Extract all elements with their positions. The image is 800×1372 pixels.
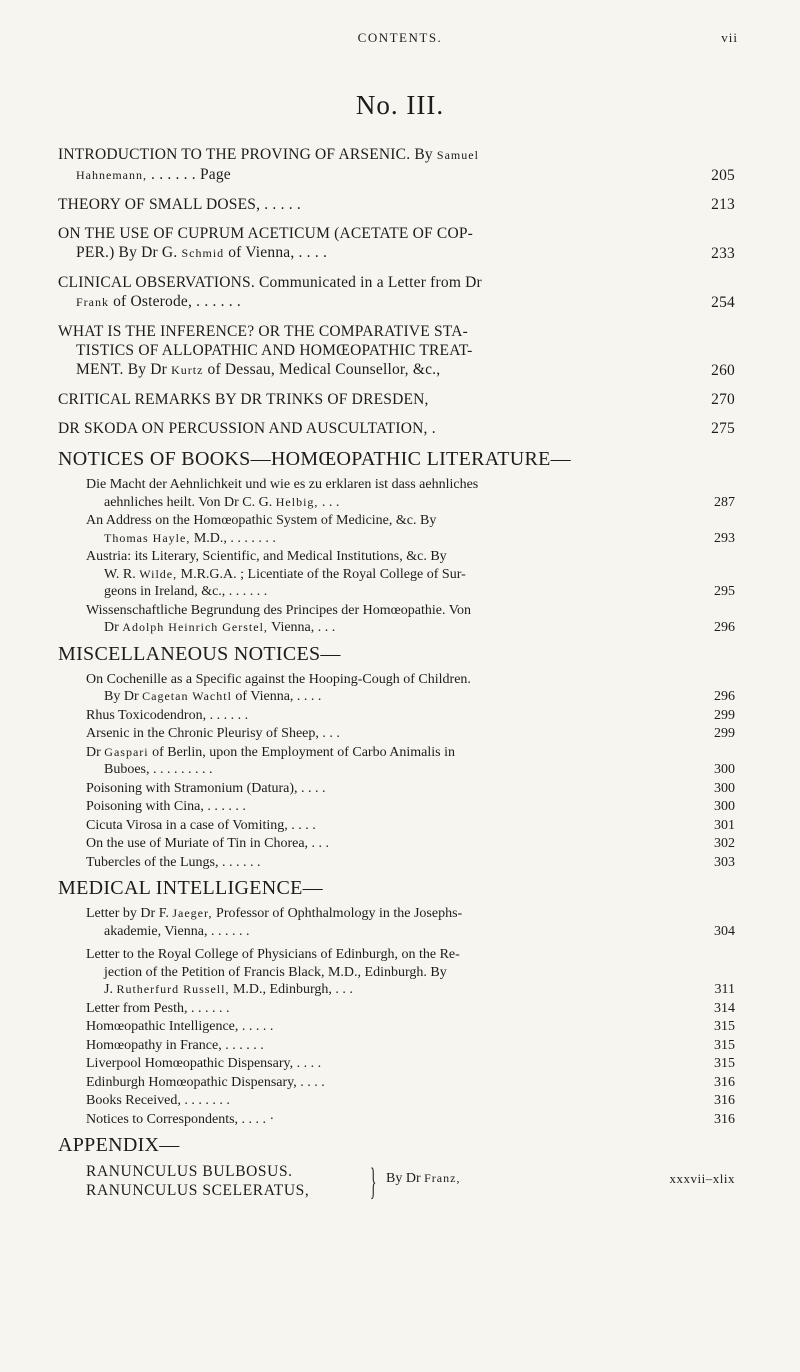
toc-page: 254 (711, 294, 735, 311)
toc-page: 315 (714, 1037, 735, 1053)
toc-subentry: On the use of Muriate of Tin in Chorea, . . . 302 (86, 836, 735, 851)
toc-page: 302 (714, 836, 735, 851)
toc-page: 315 (714, 1019, 735, 1034)
appendix-entry (58, 1162, 758, 1206)
toc-entry-trinks: CRITICAL REMARKS BY DR TRINKS OF DRESDEN, 270 (58, 391, 735, 408)
toc-page: 275 (711, 420, 735, 437)
toc-subentry: Wissenschaftliche Begrundung des Principes der Homœopathie. Von Dr Adolph Heinrich Gerstel, Vienna, . . . 296 (86, 602, 735, 635)
toc-subentry: Austria: its Literary, Scientific, and Medical Institutions, &c. By W. R. Wilde, M.R.G.A. ; Licentiate of the Royal College of Sur- geons in Ireland, &c., . . . . . . 295 (86, 549, 735, 599)
toc-page: 300 (714, 780, 735, 796)
section-heading-medical-intelligence: MEDICAL INTELLIGENCE— (58, 877, 323, 899)
toc-page: 260 (711, 362, 735, 379)
toc-page: 296 (714, 620, 735, 635)
toc-page: 233 (711, 245, 735, 262)
toc-subentry: Arsenic in the Chronic Pleurisy of Sheep, . . . 299 (86, 726, 735, 741)
section-heading-appendix: APPENDIX— (58, 1134, 180, 1156)
toc-subentry: Homœopathy in France, . . . . . . 315 (86, 1037, 735, 1053)
toc-page: 316 (714, 1111, 735, 1127)
toc-page: 293 (714, 530, 735, 546)
toc-page: 304 (714, 923, 735, 939)
toc-entry-inference: WHAT IS THE INFERENCE? OR THE COMPARATIVE STA- TISTICS OF ALLOPATHIC AND HOMŒOPATHIC TREAT- MENT. By Dr Kurtz of Dessau, Medical Counsellor, &c., 260 (58, 323, 735, 379)
appendix-line: RANUNCULUS SCELERATUS, (86, 1182, 310, 1199)
toc-entry-small-doses: THEORY OF SMALL DOSES, . . . . . 213 (58, 196, 735, 213)
running-head (0, 30, 800, 54)
toc-subentry: Poisoning with Cina, . . . . . . 300 (86, 799, 735, 814)
table-of-contents (58, 145, 758, 1206)
toc-subentry: Edinburgh Homœopathic Dispensary, . . . . 316 (86, 1074, 735, 1090)
toc-page: 299 (714, 707, 735, 723)
toc-page: 300 (714, 762, 735, 777)
toc-page: 303 (714, 854, 735, 870)
toc-subentry: Rhus Toxicodendron, . . . . . . 299 (86, 707, 735, 723)
toc-page: 316 (714, 1074, 735, 1090)
toc-page: 300 (714, 799, 735, 814)
brace-icon: } (370, 1161, 377, 1203)
toc-entry-clinical: CLINICAL OBSERVATIONS. Communicated in a Letter from Dr Frank of Osterode, . . . . . . 254 (58, 274, 735, 311)
toc-subentry: Die Macht der Aehnlichkeit und wie es zu erklaren ist dass aehnliches aehnliches heilt. Von Dr C. G. Helbig, . . . 287 (86, 477, 735, 510)
issue-title: No. III. (355, 90, 445, 120)
toc-subentry: Liverpool Homœopathic Dispensary, . . . . 315 (86, 1056, 735, 1071)
toc-entry-cuprum: ON THE USE OF CUPRUM ACETICUM (ACETATE OF COP- PER.) By Dr G. Schmid of Vienna, . . . . 233 (58, 225, 735, 262)
toc-subentry: On Cochenille as a Specific against the Hooping-Cough of Children. By Dr Cagetan Wachtl of Vienna, . . . . 296 (86, 671, 735, 704)
toc-entry-arsenic: INTRODUCTION TO THE PROVING OF ARSENIC. By Samuel Hahnemann, . . . . . . Page 205 (58, 146, 735, 184)
toc-entry-skoda: DR SKODA ON PERCUSSION AND AUSCULTATION, . 275 (58, 420, 735, 437)
page-number: vii (721, 30, 738, 45)
appendix-author: By Dr Franz, (386, 1171, 461, 1186)
toc-subentry: Poisoning with Stramonium (Datura), . . . . 300 (86, 780, 735, 796)
toc-page: 287 (714, 494, 735, 510)
toc-subentry: An Address on the Homœopathic System of Medicine, &c. By Thomas Hayle, M.D., . . . . . . . 293 (86, 513, 735, 546)
toc-page: 205 (711, 167, 735, 184)
section-heading-notices-of-books: NOTICES OF BOOKS—HOMŒOPATHIC LITERATURE— (58, 448, 571, 470)
toc-page: 213 (711, 196, 735, 213)
appendix-pages: xxxvii–xlix (669, 1171, 735, 1186)
toc-page: 314 (714, 1000, 735, 1016)
toc-page: 295 (714, 584, 735, 599)
toc-subentry: Tubercles of the Lungs, . . . . . . 303 (86, 854, 735, 870)
toc-subentry: Letter from Pesth, . . . . . . 314 (86, 1000, 735, 1016)
appendix-line: RANUNCULUS BULBOSUS. (86, 1163, 293, 1180)
toc-page: 299 (714, 726, 735, 741)
toc-subentry: Books Received, . . . . . . . 316 (86, 1093, 735, 1108)
toc-subentry: Homœopathic Intelligence, . . . . . 315 (86, 1019, 735, 1034)
toc-subentry: Cicuta Virosa in a case of Vomiting, . . . . 301 (86, 817, 735, 833)
toc-subentry: Dr Gaspari of Berlin, upon the Employment of Carbo Animalis in Buboes, . . . . . . . . . 300 (86, 744, 735, 777)
toc-page: 311 (714, 982, 735, 997)
toc-page: 316 (714, 1093, 735, 1108)
toc-page: 315 (714, 1056, 735, 1071)
running-title: CONTENTS. (357, 30, 443, 45)
toc-page: 296 (714, 689, 735, 704)
toc-page: 301 (714, 817, 735, 833)
toc-subentry: Letter to the Royal College of Physicians of Edinburgh, on the Re- jection of the Petition of Francis Black, M.D., Edinburgh. By J. Rutherfurd Russell, M.D., Edinburgh, . . . 311 (86, 947, 735, 997)
toc-subentry: Letter by Dr F. Jaeger, Professor of Ophthalmology in the Josephs- akademie, Vienna, . . . . . . 304 (86, 906, 735, 939)
section-heading-miscellaneous: MISCELLANEOUS NOTICES— (58, 642, 341, 665)
toc-page: 270 (711, 391, 735, 408)
toc-subentry: Notices to Correspondents, . . . . · 316 (86, 1111, 735, 1127)
